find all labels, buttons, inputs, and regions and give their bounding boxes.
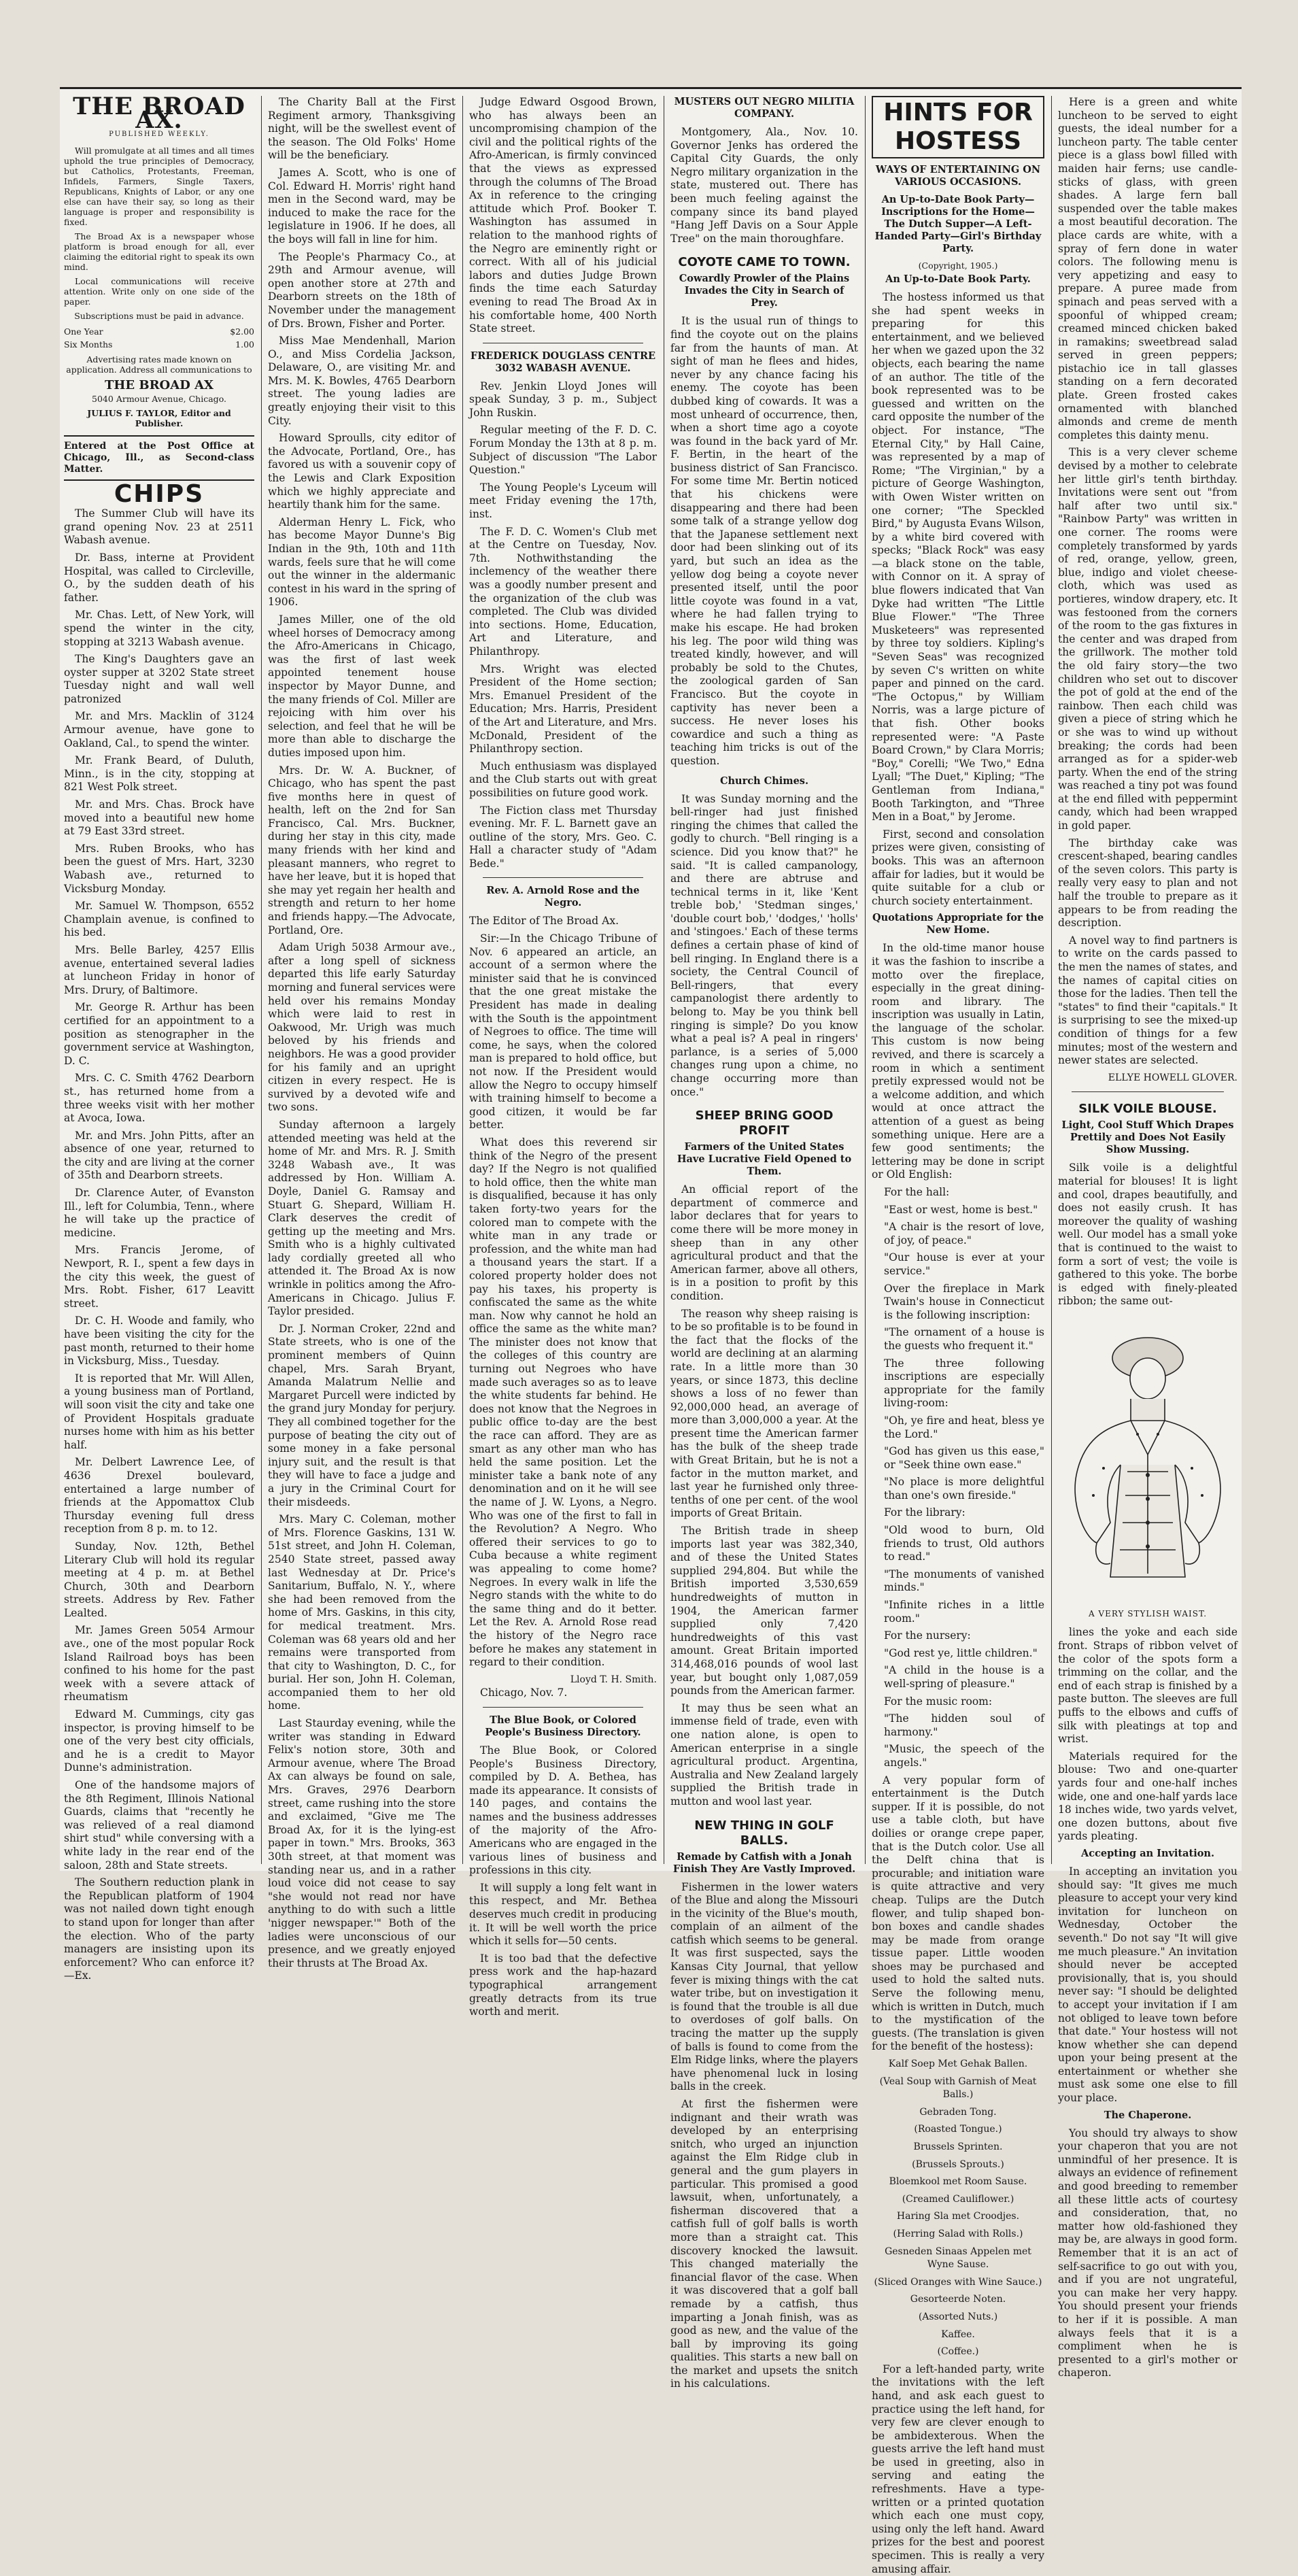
sheep-heading: SHEEP BRING GOOD PROFIT	[695, 1108, 834, 1138]
chips-list	[64, 507, 254, 1983]
list-item: Mr. Delbert Lawrence Lee, of 4636 Drexel boulevard, entertained a large number of friends at the Appomattox Club Thursday evening full dress reception from 8 p. m. to 12.	[64, 1456, 254, 1536]
menu-line: Kaffee.	[941, 2328, 975, 2340]
menu-line: (Herring Salad with Rolls.)	[893, 2228, 1023, 2239]
menu-line: (Sliced Oranges with Wine Sauce.)	[874, 2276, 1042, 2288]
article-paragraph: It will supply a long felt want in this respect, and Mr. Bethea deserves much credit in producing it. It will be well worth the price which it sells for—50 cents.	[469, 1881, 657, 1948]
verse-line: For the nursery:	[884, 1629, 971, 1642]
article-paragraph: What does this reverend sir think of the Negro of the present day? If the Negro is not qualified to hold office, then the white man is disqualified, because it has only taken forty-two years for the colored man to compete with the white man in any trade or profession, and the white man had a thousand years the start. If a colored property holder does not pay his taxes, his property is confiscated the same as the white man. Now why cannot he hold an office the same as the white man? The minister does not know that the colleges of this country are turning out Negroes who have made such averages so as to leave the white students far behind. He does not know that the Negroes in public office to-day are the best the race can afford. They are as smart as any other man who has held the same position. Let the minister take a bank note of any denomination and on it he will see the name of J. W. Lyons, a Negro. Who was one of the first to fall in the Revolution? A Negro. Who offered their services to go to Cuba because a white regiment was appealing to come home? Negroes. In every walk in life the Negro stands with the white to do the same thing and do it better. Let the Rev. A. Arnold Rose read the history of the Negro race before he makes any statement in regard to their condition.	[469, 1136, 657, 1669]
article-rule	[483, 1707, 643, 1708]
list-item: Mr. Chas. Lett, of New York, will spend the winter in the city, stopping at 3213 Wabash avenue.	[64, 609, 254, 648]
list-item: Mrs. Belle Barley, 4257 Ellis avenue, entertained several ladies at luncheon Friday in honor of Mrs. Drury, of Baltimore.	[64, 943, 254, 996]
masthead-subtitle: PUBLISHED WEEKLY.	[109, 131, 209, 139]
list-item: Mrs. Ruben Brooks, who has been the guest of Mrs. Hart, 3230 Wabash ave., returned to Vicksburg Monday.	[64, 842, 254, 895]
entered-notice: Entered at the Post Office at Chicago, Ill., as Second-class Matter.	[64, 435, 254, 481]
table-row	[64, 325, 254, 339]
blue-book-items	[469, 1744, 657, 2019]
list-item: The Southern reduction plank in the Republican platform of 1904 was not nailed down tight enough to stand upon for longer than after the election. Who of the party managers are insisting upon its enforcement? Who can enforce it?—Ex.	[64, 1876, 254, 1982]
column-rule	[865, 96, 866, 1864]
accepting-text	[1058, 1865, 1237, 2105]
editor-line: JULIUS F. TAYLOR, Editor and Publisher.	[87, 407, 231, 428]
column-5	[868, 96, 1048, 2575]
dutch-supper-text	[872, 1774, 1044, 2054]
masthead-policy: Will promulgate at all times and all times uphold the true principles of Democracy, but Catholics, Protestants, Freeman, Infidels, Farmers, Single Taxers, Republicans, Knights of Labor, or any one else can have their say, so long as their language is proper and responsibility is fixed.	[64, 145, 254, 227]
book-party-heading: An Up-to-Date Book Party.	[885, 273, 1031, 285]
rose-negro-place: Chicago, Nov. 7.	[480, 1687, 568, 1699]
chaperone-heading: The Chaperone.	[1104, 2109, 1192, 2121]
menu-line: Brussels Sprinten.	[913, 2141, 1003, 2152]
list-item: Mr. Frank Beard, of Duluth, Minn., is in the city, stopping at 821 West Polk street.	[64, 754, 254, 794]
list-item: Mr. and Mrs. Macklin of 3124 Armour avenue, have gone to Oakland, Cal., to spend the winter.	[64, 710, 254, 749]
coyote-heading: COYOTE CAME TO TOWN.	[678, 255, 851, 270]
masthead-title: THE BROAD AX.	[73, 92, 245, 134]
verse-line: For the hall:	[884, 1186, 950, 1198]
list-item: James A. Scott, who is one of Col. Edward H. Morris' right hand men in the Second ward, may be induced to make the race for the legislature in 1906. If he does, all the boys will fall in line for him.	[268, 166, 456, 245]
list-item: Much enthusiasm was displayed and the Club starts out with great possibilities on future good work.	[469, 760, 657, 799]
verse-line: "The ornament of a house is the guests who frequent it."	[884, 1326, 1044, 1352]
list-item: Dr. J. Norman Croker, 22nd and State streets, who is one of the prominent members of Quinn chapel, Mrs. Sarah Bryant, Amanda Malatrum Nellie and Margaret Purcell were indicted by the grand jury Monday for perjury. They all combined together for the purpose of beating the city out of some money in a fake personal injury suit, and the result is that they will have to face a judge and a jury in the Criminal Court for their misdeeds.	[268, 1322, 456, 1508]
verse-line: For the music room:	[884, 1695, 993, 1708]
article-paragraph: A novel way to find partners is to write on the cards passed to the men the names of states, and the names of capital cities on those for the ladies. Then tell the "states" to find their "capitals." It is surprising to see the mixed-up condition of things for a few minutes; most of the western and newer states are selected.	[1058, 934, 1237, 1067]
masthead-advertising: Advertising rates made known on application. Address all communications to	[66, 354, 252, 375]
rose-negro-salutation: The Editor of The Broad Ax.	[469, 915, 619, 928]
article-rule	[1072, 1091, 1224, 1092]
column-6	[1054, 96, 1242, 2379]
golf-subheading: Remade by Catfish with a Jonah Finish They Are Vastly Improved.	[672, 1850, 856, 1875]
article-paragraph: The reason why sheep raising is to be so profitable is to be found in the fact that the flocks of the world are declining at an alarming rate. In a little more than 30 years, or since 1873, this decline shows a loss of no fewer than 92,000,000 head, an average of more than 3,000,000 a year. At the present time the American farmer has the bulk of the sheep trade with Great Britain, but he is not a factor in the mutton market, and last year he furnished only three-tenths of one per cent. of the wool imports of Great Britain.	[670, 1307, 858, 1520]
masthead-comm-note: Local communications will receive attention. Write only on one side of the paper.	[64, 275, 254, 307]
article-paragraph: It is the usual run of things to find the coyote out on the plains far from the haunts of man. At sight of man he flees and hides, never by any chance facing his enemy. The coyote has been dubbed king of cowards. It was a most unheard of occurrence, then, when a short time ago a coyote was found in the back yard of Mr. F. Bertin, in the heart of the business district of San Francisco. For some time Mr. Bertin noticed that his chickens were disappearing and there had been some talk of a strange yellow dog that the Japanese settlement next door had been slinking out of its yard, but such an idea as the yellow dog being a coyote never presented itself, until the poor little coyote was found in a vat, where he had fallen trying to make his escape. He had broken his leg. The poor wild thing was treated kindly, however, and will probably be sold to the Chutes, the zoological garden of San Francisco. But the coyote in captivity has never been a success. He never loses his cowardice and such a thing as teaching him tricks is out of the question.	[670, 315, 858, 767]
list-item: Regular meeting of the F. D. C. Forum Monday the 13th at 8 p. m. Subject of discussion "The Labor Question."	[469, 424, 657, 477]
article-paragraph: Sir:—In the Chicago Tribune of Nov. 6 appeared an article, an account of a sermon where the minister said that he is convinced that the one great mistake the President has made in dealing with the South is the appointment of Negroes to office. The time will come, he says, when the colored man is prepared to hold office, but not now. If the President would allow the Negro to occupy himself with training himself to become a good citizen, it would be far better.	[469, 932, 657, 1132]
silk-voile-heading: SILK VOILE BLOUSE.	[1078, 1102, 1217, 1117]
subscription-price: 1.00	[235, 339, 254, 350]
hostess-signature: ELLYE HOWELL GLOVER.	[1108, 1072, 1237, 1083]
subscription-table	[64, 325, 254, 352]
hints-for-hostess-heading: HINTS FOR HOSTESS	[872, 96, 1044, 158]
quotations-heading: Quotations Appropriate for the New Home.	[872, 912, 1044, 936]
coyote-subheading: Cowardly Prowler of the Plains Invades the City in Search of Prey.	[679, 273, 850, 309]
list-item: Mrs. Mary C. Coleman, mother of Mrs. Florence Gaskins, 131 W. 51st street, and John H. Coleman, 2540 State street, passed away last Wednesday at Dr. Price's Sanitarium, Buffalo, N. Y., where she had been removed from the home of Mrs. Gaskins, in this city, for medical treatment. Mrs. Coleman was 68 years old and her remains were transported from that city to Washington, D. C., for burial. Her son, John H. Coleman, accompanied them to her old home.	[268, 1513, 456, 1712]
list-item: The F. D. C. Women's Club met at the Centre on Tuesday, Nov. 7th. Nothwithstanding the inclemency of the weather there was a goodly number present and the organization of the club was completed. The Club was divided into sections. Home, Education, Art and Literature, and Philanthropy.	[469, 525, 657, 658]
table-row	[64, 338, 254, 352]
hostess-deck: An Up-to-Date Book Party—Inscriptions for the Home—The Dutch Supper—A Left-Handed Party—Girl's Birthday Party.	[874, 194, 1042, 254]
verse-line: "A child in the house is a well-spring of pleasure."	[884, 1664, 1044, 1690]
list-item: Howard Sproulls, city editor of the Advocate, Portland, Ore., has favored us with a souvenir copy of the Lewis and Clark Exposition which we highly appreciate and heartily thank him for the same.	[268, 432, 456, 511]
verse-line: For the library:	[884, 1506, 966, 1519]
list-item: Mrs. C. C. Smith 4762 Dearborn st., has returned home from a three weeks visit with her mother at Avoca, Iowa.	[64, 1072, 254, 1125]
verse-line: "Infinite riches in a little room."	[884, 1599, 1044, 1625]
col3-intro	[469, 96, 657, 336]
list-item: Rev. Jenkin Lloyd Jones will speak Sunday, 3 p. m., Subject John Ruskin.	[469, 379, 657, 419]
column-rule	[462, 96, 463, 1864]
menu-line: (Brussels Sprouts.)	[912, 2158, 1004, 2170]
list-item: Sunday afternoon a largely attended meeting was held at the home of Mr. and Mrs. R. J. Smith 3248 Wabash ave., It was addressed by Hon. William A. Doyle, Daniel G. Ramsay and Stuart G. Shepard, William H. Clark deserves the credit of getting up the meeting and Mrs. Smith who is a highly cultivated lady cordially greeted all who attended it. The Broad Ax is now wrinkle in politics among the Afro-Americans in Chicago. Julius F. Taylor presided.	[268, 1118, 456, 1318]
list-item: Mr. George R. Arthur has been certified for an appointment to a position as stenographer in the government service at Washington, D. C.	[64, 1001, 254, 1067]
list-item: James Miller, one of the old wheel horses of Democracy among the Afro-Americans in Chicago, was the first of last week appointed tenement house inspector by Mayor Dunne, and the many friends of Col. Miller are rejoicing with him over his selection, and feel that he will be more than able to discharge the duties imposed upon him.	[268, 613, 456, 759]
verse-line: "Oh, ye fire and heat, bless ye the Lord."	[884, 1414, 1044, 1440]
golf-text	[670, 1881, 858, 2392]
list-item: Mr. and Mrs. John Pitts, after an absence of one year, returned to the city and are living at the corner of 35th and Dearborn streets.	[64, 1129, 254, 1182]
article-paragraph: The British trade in sheep imports last year was 382,340, and of these the United States supplied 294,804. But while the British imported 3,530,659 hundredweights of mutton in 1904, the American farmer supplied only 7,420 hundredweights of this vast amount. Great Britain imported 314,468,016 pounds of wool last year, but bought only 1,087,059 pounds from the American farmer.	[670, 1525, 858, 1697]
subscription-term: Six Months	[64, 339, 113, 350]
silk-voile-text-continued	[1058, 1626, 1237, 1844]
article-paragraph: Fishermen in the lower waters of the Blue and along the Missouri in the vicinity of the Blue's mouth, complain of an ailment of the catfish which seems to be general. It was first suspected, says the Kansas City Journal, that yellow fever is mixing things with the cat water tribe, but on investigation it is found that the trouble is all due to overdoses of golf balls. On tracing the matter up the supply of balls is found to come from the Elm Ridge links, where the players have phenomenal luck in losing balls in the creek.	[670, 1880, 858, 2093]
verse-line: "The monuments of vanished minds."	[884, 1567, 1044, 1594]
column-rule	[261, 96, 262, 1864]
list-item: Mr. and Mrs. Chas. Brock have moved into a beautiful new home at 79 East 33rd street.	[64, 798, 254, 838]
copyright-line: (Copyright, 1905.)	[918, 260, 998, 271]
list-item: Dr. Bass, interne at Provident Hospital, was called to Circleville, O., by the sudden death of his father.	[64, 551, 254, 604]
verse-line: "A chair is the resort of love, of joy, of peace."	[884, 1221, 1044, 1247]
publication-address: 5040 Armour Avenue, Chicago.	[92, 393, 226, 404]
article-paragraph: It was Sunday morning and the bell-ringer had just finished ringing the chimes that called the godly to church. "Bell ringing is a science. Did you know that?" he said. "It is called campanology, and there are abtruse and technical terms in it, like 'Kent treble bob,' 'Stedman singes,' 'double court bob,' 'dodges,' 'holls' and 'stingoes.' Each of these terms defines a certain phase of kind of bell ringing. In England there is a society, the Central Council of Bell-ringers, that every campanologist there ardently to belong to. May be you think bell ringing is simple? Do you know what a peal is? A peal in ringers' parlance, is a series of 5,000 changes rung upon a chime, no change occurring more than once."	[670, 792, 858, 1098]
menu-line: (Creamed Cauliflower.)	[902, 2193, 1014, 2205]
article-paragraph: Materials required for the blouse: Two and one-quarter yards four and one-half inches wide, one and one-half yards lace 18 inches wide, two yards velvet, one dozen buttons, about five yards pleating.	[1058, 1750, 1237, 1843]
verse-line: The three following inscriptions are especially appropriate for the family living-room:	[884, 1357, 1044, 1410]
article-paragraph: The Blue Book, or Colored People's Business Directory, compiled by D. A. Bethea, has made its appearance. It consists of 140 pages, and contains the names and the business addresses of the majority of the Afro-Americans who are engaged in the various lines of business and professions in this city.	[469, 1744, 657, 1877]
rose-negro-signature: Lloyd T. H. Smith.	[570, 1674, 657, 1685]
verse-line: "God rest ye, little children."	[884, 1646, 1038, 1659]
list-item: The Fiction class met Thursday evening. Mr. F. L. Barnett gave an outline of the story, Mrs. Geo. C. Hall a character study of "Adam Bede."	[469, 804, 657, 870]
list-item: Edward M. Cummings, city gas inspector, is proving himself to be one of the very best city officials, and he is a credit to Mayor Dunne's administration.	[64, 1708, 254, 1774]
douglass-centre-items	[469, 380, 657, 871]
article-paragraph: It is too bad that the defective press work and the hap-hazard typographical arrangement greatly detracts from its true worth and merit.	[469, 1952, 657, 2018]
sheep-subheading: Farmers of the United States Have Lucrative Field Opened to Them.	[677, 1141, 852, 1178]
list-item: Mrs. Dr. W. A. Buckner, of Chicago, who has spent the past five months here in quest of health, left on the 2nd for San Francisco, Cal. Mrs. Buckner, during her stay in this city, made many friends with her kind and pleasant manners, who regret to have her leave, but it is hoped that she may yet regain her health and strength and return to her home and friends happy.—The Advocate, Portland, Ore.	[268, 764, 456, 936]
dutch-menu	[872, 2058, 1044, 2359]
coyote-text	[670, 315, 858, 768]
list-item: The Young People's Lyceum will meet Friday evening the 17th, inst.	[469, 481, 657, 521]
list-item: Sunday, Nov. 12th, Bethel Literary Club will hold its regular meeting at 4 p. m. at Bethel Church, 30th and Dearborn streets. Address by Rev. Father Lealted.	[64, 1540, 254, 1619]
subscription-term: One Year	[64, 326, 103, 337]
article-paragraph: An official report of the department of commerce and labor declares that for years to come there will be more money in sheep than in any other agricultural product and that the American farmer, above all others, is in a position to profit by this condition.	[670, 1183, 858, 1302]
article-paragraph: At first the fishermen were indignant and their wrath was developed by an enterprising snitch, who urged an injunction against the Elm Ridge club in general and the gum players in particular. This promised a good lawsuit, when, unfortunately, a fisherman discovered that a catfish full of golf balls is worth more than a straight cat. This discovery knocked the lawsuit. This changed materially the financial flavor of the case. When it was discovered that a golf ball remade by a catfish, thus imparting a Jonah finish, was as good as new, and the value of the ball by improving its going qualities. This starts a new ball on the market and upsets the snitch in his calculations.	[670, 2098, 858, 2390]
verse-line: "Music, the speech of the angels."	[884, 1743, 1044, 1769]
list-item: It is reported that Mr. Will Allen, a young business man of Portland, will soon visit the city and take one of Provident Hospitals graduate nurses home with him as his better half.	[64, 1372, 254, 1451]
quotations-verses	[872, 1186, 1044, 1770]
sheep-text	[670, 1183, 858, 1808]
book-party-text	[872, 291, 1044, 908]
rose-negro-items	[469, 932, 657, 1670]
silk-voile-subheading: Light, Cool Stuff Which Drapes Prettily and Does Not Easily Show Mussing.	[1061, 1119, 1234, 1156]
list-item: Alderman Henry L. Fick, who has become Mayor Dunne's Big Indian in the 9th, 10th and 11th wards, feels sure that he will come out the winner in the aldermanic contest in his ward in the spring of 1906.	[268, 515, 456, 609]
article-paragraph: The birthday cake was crescent-shaped, bearing candles of the seven colors. This party is really very easy to plan and not half the trouble to prepare as it appears to be from reading the description.	[1058, 836, 1238, 930]
column-1	[60, 92, 258, 1982]
masthead-subscription-note: Subscriptions must be paid in advance.	[74, 310, 244, 321]
accepting-heading: Accepting an Invitation.	[1080, 1847, 1214, 1859]
menu-line: Gesneden Sinaas Appelen met Wyne Sause.	[885, 2245, 1031, 2271]
article-paragraph: It may thus be seen what an immense field of trade, even with one nation alone, is open to American enterprise in a single agricultural product. Argentina, Australia and New Zealand largely supplied the British trade in mutton and wool last year.	[670, 1701, 858, 1808]
verse-line: "The hidden soul of harmony."	[884, 1712, 1044, 1738]
list-item: Dr. Clarence Auter, of Evanston Ill., left for Columbia, Tenn., where he will take up the practice of medicine.	[64, 1187, 254, 1239]
menu-line: Haring Sla met Croodjes.	[896, 2211, 1020, 2222]
illustration-caption: A VERY STYLISH WAIST.	[1088, 1608, 1208, 1619]
chaperone-text	[1058, 2127, 1237, 2380]
list-item: Mrs. Wright was elected President of the Home section; Mrs. Emanuel President of the Education; Mrs. Harris, President of the Art and Literature, and Mrs. McDonald, President of the Philanthropy section.	[469, 662, 657, 756]
hostess-subheading: WAYS OF ENTERTAINING ON VARIOUS OCCASIONS.	[875, 164, 1041, 188]
verse-line: "Our house is ever at your service."	[884, 1251, 1044, 1277]
rose-negro-heading: Rev. A. Arnold Rose and the Negro.	[486, 885, 640, 909]
list-item: Dr. C. H. Woode and family, who have been visiting the city for the past month, returned to their home in Vicksburg, Miss., Tuesday.	[64, 1315, 254, 1368]
col2-list	[268, 96, 456, 1970]
article-paragraph: A very popular form of entertainment is the Dutch supper. If it is possible, do not use a table cloth, but have doilies or orange crepe paper, that is the Dutch color. Use all the Delft china that is procurable; and initiation ware is quite attractive and very cheap. Tulips are the Dutch flower, and tulip shaped bon-bon boxes and candle shades may be made from orange tissue paper. Little wooden shoes may be purchased and used to hold the salted nuts. Serve the following menu, which is written in Dutch, much to the mystification of the guests. (The translation is given for the benefit of the hostess):	[872, 1774, 1044, 2053]
list-item: Mrs. Francis Jerome, of Newport, R. I., spent a few days in the city this week, the guest of Mrs. Robt. Fisher, 617 Leavitt street.	[64, 1244, 254, 1310]
chimes-heading: Church Chimes.	[719, 775, 809, 787]
article-paragraph: The hostess informed us that she had spent weeks in preparing for this entertainment, and we believed her when we gazed upon the 32 objects, each bearing the name of an author. The title of the book represented was to be guessed and written on the card opposite the number of the object. For instance, "The Eternal City," by Hall Caine, was represented by a map of Rome; "The Virginian," by a picture of George Washington, with Owen Wister written on one corner; "The Speckled Bird," by Augusta Evans Wilson, by a white bird covered with specks; "Black Rock" was easy—a black stone on the table, with Connor on it. A spray of blue flowers indicated that Van Dyke had written "The Little Blue Flower." "The Three Musketeers" was represented by three toy soldiers. Kipling's "Seven Seas" was recognized by seven C's written on white paper and pinned on the card. "The Octopus," by William Norris, was a large picture of that fish. Other books represented were: "A Paste Board Crown," by Clara Morris; "Boy," Corelli; "We Two," Edna Lyall; "The Duet," Kipling; "The Gentleman from Indiana," Booth Tarkington, and "Three Men in a Boat," by Jerome.	[872, 291, 1044, 824]
verse-line: "Old wood to burn, Old friends to trust, Old authors to read."	[884, 1524, 1044, 1563]
article-paragraph: lines the yoke and each side front. Straps of ribbon velvet of the color of the spots form a trimming on the collar, and the end of each strap is finished by a paste button. The sleeves are full puffs to the elbows and cuffs of silk with pleatings at top and wrist.	[1058, 1626, 1237, 1746]
militia-heading: MUSTERS OUT NEGRO MILITIA COMPANY.	[674, 96, 855, 120]
menu-line: (Coffee.)	[937, 2346, 979, 2358]
stylish-waist-illustration	[1058, 1315, 1237, 1601]
list-item: Mr. Samuel W. Thompson, 6552 Champlain avenue, is confined to his bed.	[64, 900, 254, 939]
douglass-centre-heading: FREDERICK DOUGLASS CENTRE 3032 WABASH AVENUE.	[470, 350, 656, 374]
luncheon-text	[1058, 96, 1237, 1068]
list-item: The Charity Ball at the First Regiment armory, Thanksgiving night, will be the swellest event of the season. The Old Folks' Home will be the beneficiary.	[268, 96, 456, 162]
article-rule	[483, 877, 643, 878]
list-item: Miss Mae Mendenhall, Marion O., and Miss Cordelia Jackson, Delaware, O., are visiting Mr. and Mrs. M. K. Bowles, 4765 Dearborn street. The young ladies are greatly enjoying their visit to this City.	[268, 335, 456, 427]
masthead-paper-note: The Broad Ax is a newspaper whose platform is broad enough for all, ever claiming the editorial right to speak its own mind.	[64, 231, 254, 272]
chips-heading: CHIPS	[114, 479, 205, 508]
column-4	[666, 96, 862, 2390]
verse-line: Over the fireplace in Mark Twain's house in Connecticut is the following inscription:	[884, 1282, 1044, 1321]
article-paragraph: This is a very clever scheme devised by a mother to celebrate her little girl's tenth birthday. Invitations were sent out "from half after two until six." "Rainbow Party" was written in one corner. The rooms were completely transformed by yards of red, orange, yellow, green, blue, indigo and violet cheese-cloth, which was used as portieres, window drapery, etc. It was festooned from the corners of the room to the gas fixtures in the center and was draped from the grillwork. The mother told the old fairy story—the two children who set out to discover the pot of gold at the end of the rainbow. Then each child was given a piece of string which he or she was to wind up without breaking; the cords had been arranged as for a spider-web party. When the end of the string was reached a tiny pot was found at the end filled with peppermint candy, which had been wrapped in gold paper.	[1058, 446, 1237, 832]
list-item: Last Staurday evening, while the writer was standing in Edward Felix's notion store, 30th and Armour avenue, where The Broad Ax can always be found on sale, Mrs. Graves, 2976 Dearborn street, came rushing into the store and exclaimed, "Give me The Broad Ax, for it is the lying-est paper in town." Mrs. Brooks, 363 30th street, at that moment was standing near us, and in a rather loud voice did not cease to say "she would not read nor have anything to do with such a little 'nigger newspaper.'" Both of the ladies were unconscious of our presence, and we greatly enjoyed their thrusts at The Broad Ax.	[268, 1717, 456, 1969]
silk-voile-text	[1058, 1162, 1237, 1308]
column-3	[465, 96, 661, 2018]
publication-name: THE BROAD AX	[104, 377, 214, 392]
list-item: One of the handsome majors of the 8th Regiment, Illinois National Guards, claims that "recently he was relieved of a real diamond shirt stud" while conversing with a white lady in the rear end of the saloon, 28th and State streets.	[64, 1779, 254, 1871]
menu-line: (Veal Soup with Garnish of Meat Balls.)	[879, 2075, 1037, 2101]
article-paragraph: For a left-handed party, write the invitations with the left hand, and ask each guest to practice using the left hand, for very few are clever enough to be ambidexterous. When the guests arrive the left hand must be used in greeting, also in serving and eating the refreshments. Have a type-written or a printed quotation which each one must copy, using only the left hand. Award prizes for the best and poorest specimen. This is really a very amusing affair.	[872, 2362, 1044, 2575]
left-handed-party-text	[872, 2363, 1044, 2576]
article-paragraph: Here is a green and white luncheon to be served to eight guests, the ideal number for a luncheon party. The table center piece is a glass bowl filled with maiden hair ferns; use candle-sticks of glass, with green shades. A large fern ball suspended over the table makes a most beautiful decoration. The place cards are white, with a spray of fern done in water colors. The following menu is very appetizing and easy to prepare. A puree made from spinach and peas served with a spoonful of whipped cream; creamed minced chicken baked in ramakins; sweetbread salad served in green peppers; pistachio ice in tall glasses standing on a fern decorated plate. Green frosted cakes ornamented with blanched almonds and creme de menth completes this dainty menu.	[1058, 96, 1237, 441]
menu-line: Bloemkool met Room Sause.	[889, 2176, 1027, 2188]
article-paragraph: You should try always to show your chaperon that you are not unmindful of her presence. It is always an evidence of refinement and good breeding to remember all these little acts of courtesy and consideration, that, no matter how old-fashioned they may be, are always in good form. Remember that it is an act of self-sacrifice to go out with you, and if you are not ungrateful, you can make her very happy. You should present your friends to her if it is possible. A man always feels that it is a compliment when he is presented to a girl's mother or chaperon.	[1058, 2126, 1237, 2379]
list-item: The Summer Club will have its grand opening Nov. 23 at 2511 Wabash avenue.	[64, 507, 254, 547]
blouse-figure-icon	[1063, 1319, 1233, 1597]
subscription-price: $2.00	[230, 326, 254, 337]
article-paragraph: Judge Edward Osgood Brown, who has always been an uncompromising champion of the civil and the political rights of the Afro-American, is firmly convinced that the views as expressed through the columns of The Broad Ax in reference to the cringing attitude which Prof. Booker T. Washington has assumed in relation to the manhood rights of the Negro are eminently right or correct. With all of his judicial labors and duties Judge Brown finds the time each Saturday evening to read The Broad Ax in his comfortable home, 400 North State street.	[469, 96, 657, 335]
list-item: Mr. James Green 5054 Armour ave., one of the most popular Rock Island Railroad boys has been confined to his home for the past week with a severe attack of rheumatism	[64, 1624, 254, 1704]
quotations-text	[872, 942, 1044, 1182]
verse-line: "No place is more delightful than one's own fireside."	[884, 1476, 1044, 1502]
column-2	[264, 96, 460, 1969]
menu-line: Kalf Soep Met Gehak Ballen.	[888, 2058, 1028, 2070]
column-rule	[1051, 96, 1052, 1864]
menu-line: (Assorted Nuts.)	[918, 2311, 998, 2322]
article-paragraph: In accepting an invitation you should say: "It gives me much pleasure to accept your very kind invitation for luncheon on Wednesday, October the seventh." Do not say "It will give me much pleasure." An invitation should never be accepted provisionally, that is, you should never say: "I should be delighted to accept your invitation if I am not obliged to leave town before that date." Your hostess will not know whether she can depend upon your being present at the entertainment or whether she must ask some one else to fill your place.	[1058, 1865, 1237, 2105]
list-item: The King's Daughters gave an oyster supper at 3202 State street Tuesday night and wall well patronized	[64, 653, 254, 705]
menu-line: Gebraden Tong.	[919, 2106, 997, 2118]
newspaper-page	[60, 87, 1242, 2575]
list-item: Adam Urigh 5038 Armour ave., after a long spell of sickness departed this life early Saturday morning and funeral services were held over his remains Monday which were laid to rest in Oakwood, Mr. Urigh was much beloved by his friends and neighbors. He was a good provider for his family and an upright citizen in every respect. He is survived by a devoted wife and two sons.	[268, 941, 456, 1114]
article-paragraph: In the old-time manor house it was the fashion to inscribe a motto over the fireplace, especially in the great dining-room and library. The inscription was usually in Latin, the language of the scholar. This custom is now being revived, and there is scarcely a room in which a sentiment pretily expressed would not be a welcome addition, and which would at once attract the attention of a guest as being something unique. Here are a few good sentiments; the lettering may be done in script or Old English:	[872, 942, 1044, 1181]
golf-heading: NEW THING IN GOLF BALLS.	[694, 1818, 834, 1848]
menu-line: Gesorteerde Noten.	[910, 2294, 1006, 2305]
blue-book-heading: The Blue Book, or Colored People's Business Directory.	[485, 1714, 641, 1738]
verse-line: "God has given us this ease," or "Seek thine own ease."	[884, 1445, 1044, 1471]
menu-line: (Roasted Tongue.)	[914, 2124, 1002, 2135]
list-item: The People's Pharmacy Co., at 29th and Armour avenue, will open another store at 27th and Dearborn streets on the 18th of November under the management of Drs. Brown, Fisher and Porter.	[268, 250, 456, 330]
militia-text: Montgomery, Ala., Nov. 10. Governor Jenks has ordered the Capital City Guards, the only Negro military organization in the state, mustered out. There has been much feeling against the company since its band played "Hang Jeff Davis on a Sour Apple Tree" on the main thoroughfare.	[670, 126, 858, 245]
article-paragraph: First, second and consolation prizes were given, consisting of books. This was an afternoon affair for ladies, but it would be quite suitable for a club or church society entertainment.	[872, 828, 1044, 907]
verse-line: "East or west, home is best."	[884, 1203, 1038, 1216]
article-paragraph: Silk voile is a delightful material for blouses! It is light and cool, drapes beautifully, and does not easily crush. It has moreover the quality of washing well. Our model has a small yoke that is continued to the waist to form a sort of vest; the voile is gathered to this yoke. The borbe is edged with finely-pleated ribbon; the same out-	[1058, 1162, 1237, 1308]
chimes-text	[670, 793, 858, 1100]
